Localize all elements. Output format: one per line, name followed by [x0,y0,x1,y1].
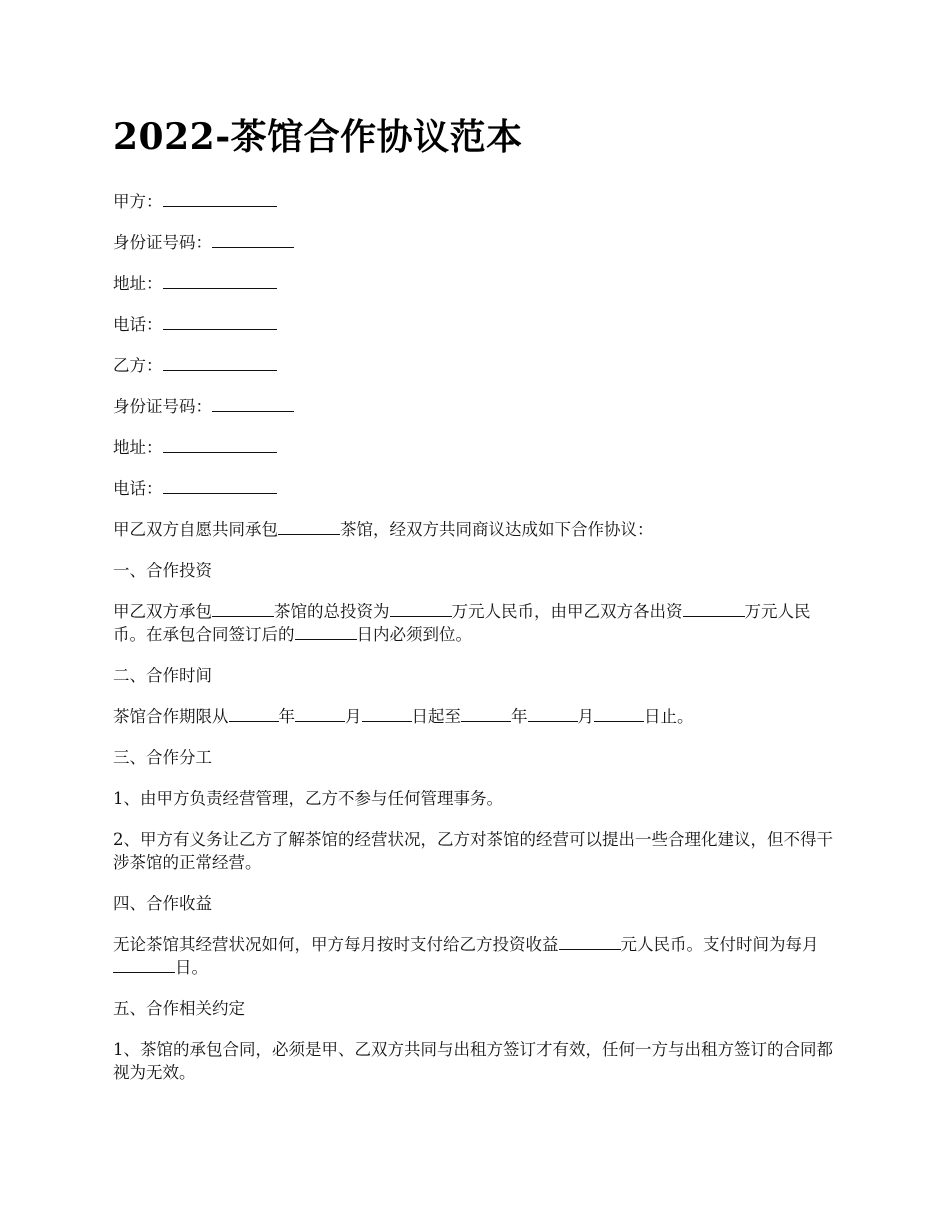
blank-line [594,705,644,722]
text-span: 元人民币。支付时间为每月 [620,935,819,954]
blank-line [559,933,621,950]
blank-line [163,436,277,453]
section-heading: 四、合作收益 [113,894,212,913]
blank-line [163,313,277,330]
document-page [113,112,841,1102]
text-span: 日起至 [411,707,461,726]
blank-line [461,705,511,722]
blank-line [295,705,345,722]
blank-line [212,600,274,617]
intro-paragraph [113,518,841,541]
field-label: 乙方： [113,356,163,375]
section1-paragraph [113,600,841,646]
blank-line [163,354,277,371]
party-b-address-field [113,436,841,459]
blank-line [528,705,578,722]
text-span: 万元人民币，由甲乙双方各出资 [451,602,683,621]
text-span: 日。 [175,958,208,977]
party-a-name-field [113,190,841,213]
text-span: 茶馆的总投资为 [274,602,390,621]
blank-line [362,705,412,722]
party-a-id-field [113,231,841,254]
field-label: 地址： [113,274,163,293]
blank-line [163,272,277,289]
field-label: 电话： [113,479,163,498]
section4-paragraph [113,933,841,979]
text-span: 月 [345,707,362,726]
party-b-id-field [113,395,841,418]
text-span: 年 [278,707,295,726]
section3-item-2: 2、甲方有义务让乙方了解茶馆的经营状况，乙方对茶馆的经营可以提出一些合理化建议，但不得干涉茶馆的正常经营。 [113,830,833,872]
text-span: 甲乙双方承包 [113,602,212,621]
blank-line [295,623,357,640]
blank-line [163,190,277,207]
text-span: 无论茶馆其经营状况如何，甲方每月按时支付给乙方投资收益 [113,935,559,954]
document-title: 2022-茶馆合作协议范本 [113,116,523,158]
blank-line [390,600,452,617]
text-span: 月 [577,707,594,726]
text-span: 茶馆，经双方共同商议达成如下合作协议： [340,520,654,539]
blank-line [212,395,294,412]
party-a-address-field [113,272,841,295]
party-a-phone-field [113,313,841,336]
section-heading: 五、合作相关约定 [113,999,245,1018]
section3-item-1: 1、由甲方负责经营管理，乙方不参与任何管理事务。 [113,789,503,808]
section2-paragraph [113,705,841,728]
field-label: 电话： [113,315,163,334]
blank-line [278,518,340,535]
blank-line [113,956,175,973]
text-span: 甲乙双方自愿共同承包 [113,520,278,539]
text-span: 茶馆合作期限从 [113,707,229,726]
blank-line [163,477,277,494]
field-label: 地址： [113,438,163,457]
field-label: 甲方： [113,192,163,211]
field-label: 身份证号码： [113,397,212,416]
section5-item-1: 1、茶馆的承包合同，必须是甲、乙双方共同与出租方签订才有效，任何一方与出租方签订的合同都视为无效。 [113,1040,833,1082]
section-heading: 二、合作时间 [113,666,212,685]
text-span: 日内必须到位。 [356,625,472,644]
text-span: 年 [511,707,528,726]
blank-line [229,705,279,722]
text-span: 日止。 [644,707,694,726]
party-b-name-field [113,354,841,377]
blank-line [683,600,745,617]
party-b-phone-field [113,477,841,500]
section-heading: 三、合作分工 [113,748,212,767]
blank-line [212,231,294,248]
section-heading: 一、合作投资 [113,561,212,580]
text-span: 万元人民币。在承包合同签订后的 [113,602,811,644]
field-label: 身份证号码： [113,233,212,252]
